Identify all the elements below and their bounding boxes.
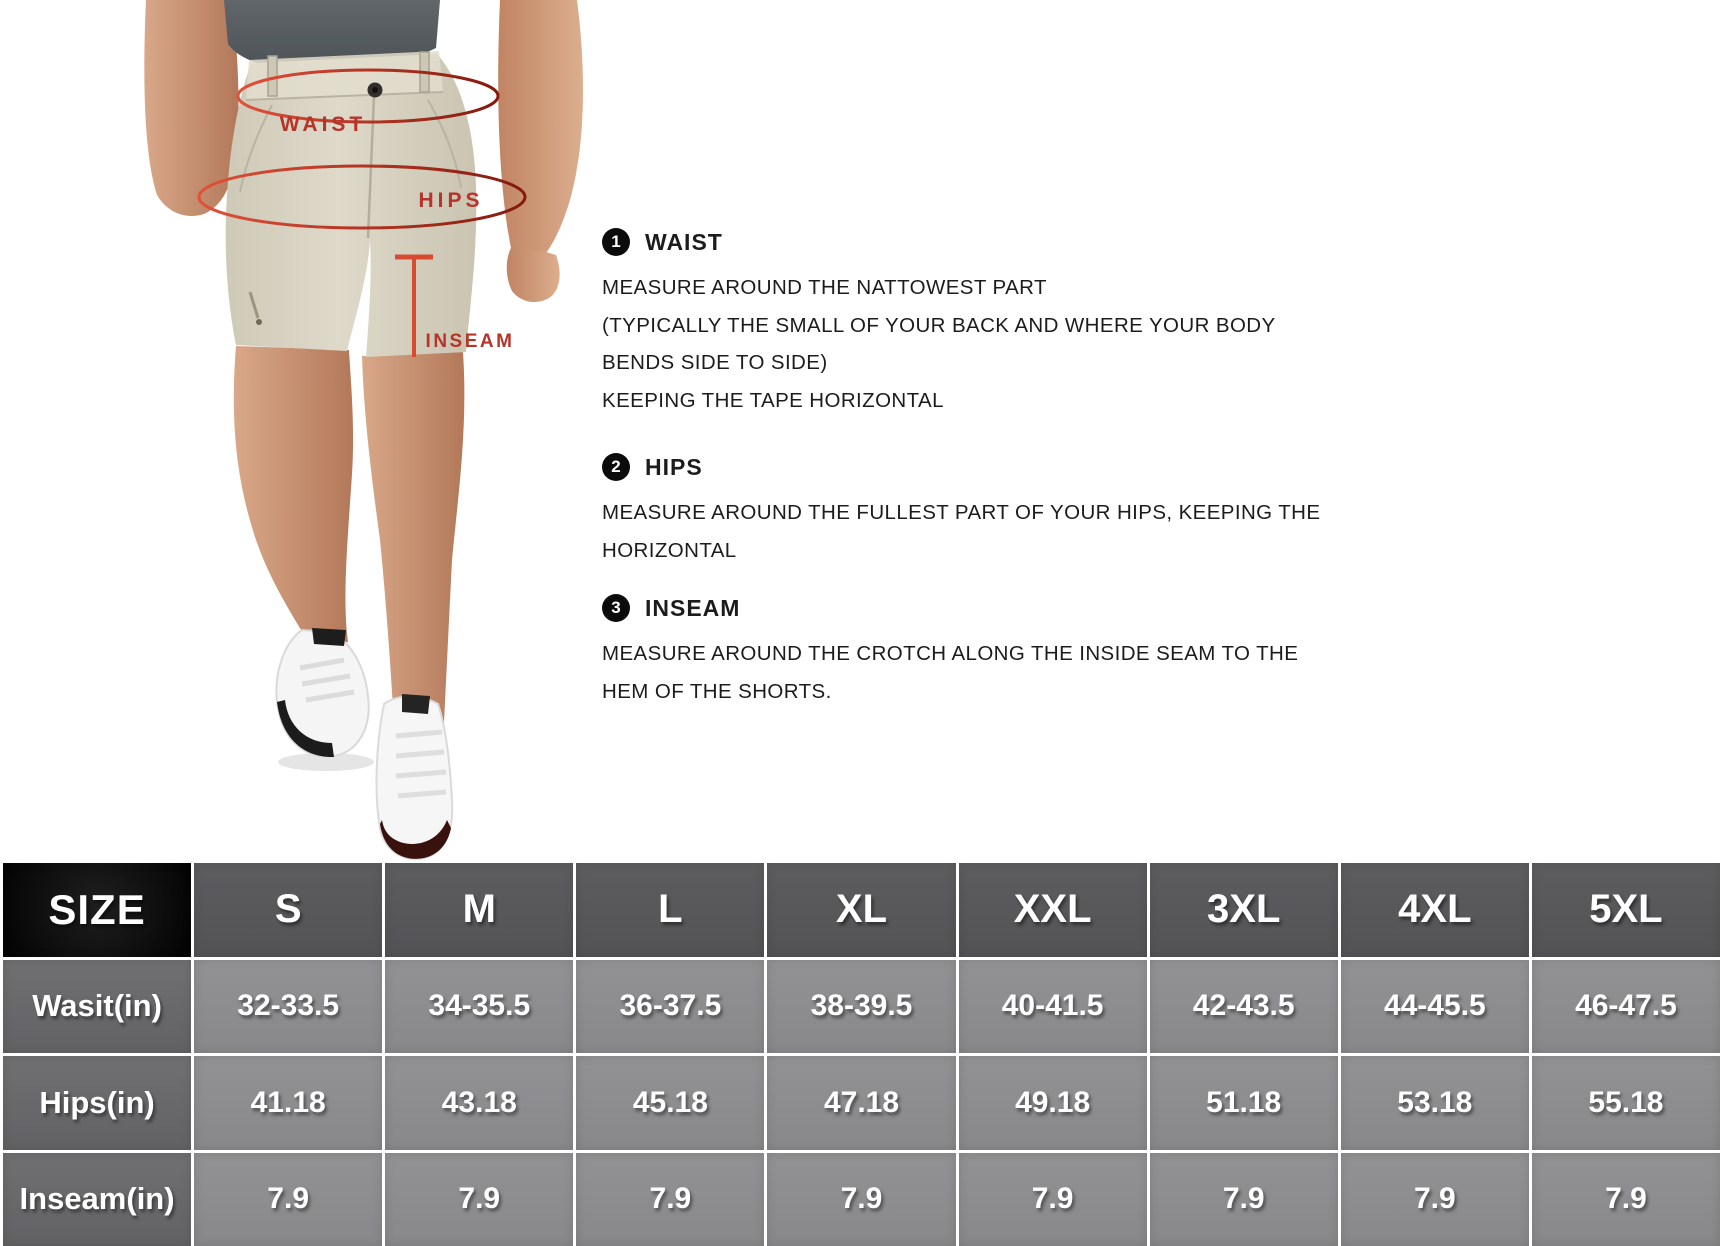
left-leg xyxy=(234,346,353,642)
step-1-badge: 1 xyxy=(602,228,630,256)
table-cell: 7.9 xyxy=(194,1153,382,1246)
waist-button-center xyxy=(372,87,378,93)
instruction-line: HORIZONTAL xyxy=(602,538,737,562)
instruction-line: (TYPICALLY THE SMALL OF YOUR BACK AND WHERE YOUR BODY xyxy=(602,313,1276,337)
table-cell: 7.9 xyxy=(576,1153,764,1246)
waist-instructions xyxy=(602,228,1392,419)
table-cell: 46-47.5 xyxy=(1532,960,1720,1054)
table-header-xl: XL xyxy=(767,863,955,957)
table-cell: 45.18 xyxy=(576,1056,764,1150)
hips-instructions xyxy=(602,453,1392,569)
row-label-hips: Hips(in) xyxy=(3,1056,191,1150)
table-cell: 42-43.5 xyxy=(1150,960,1338,1054)
table-cell: 43.18 xyxy=(385,1056,573,1150)
step-2-badge: 2 xyxy=(602,453,630,481)
table-cell: 49.18 xyxy=(959,1056,1147,1150)
table-cell: 7.9 xyxy=(1532,1153,1720,1246)
inseam-instructions-heading xyxy=(602,594,1392,622)
belt-loop xyxy=(268,56,277,96)
waist-instructions-heading xyxy=(602,228,1392,256)
table-header-size: SIZE xyxy=(3,863,191,957)
inseam-instructions xyxy=(602,594,1392,710)
row-label-waist: Wasit(in) xyxy=(3,960,191,1054)
left-shoe-heel-tab xyxy=(312,628,346,646)
waist-annotation-label: WAIST xyxy=(279,113,367,136)
left-shoe xyxy=(276,630,368,757)
table-cell: 7.9 xyxy=(1150,1153,1338,1246)
hips-instructions-title: HIPS xyxy=(645,453,703,480)
instruction-line: MEASURE AROUND THE CROTCH ALONG THE INSIDE SEAM TO THE xyxy=(602,642,1299,665)
table-cell: 32-33.5 xyxy=(194,960,382,1054)
right-arm xyxy=(498,0,583,253)
instruction-line: KEEPING THE TAPE HORIZONTAL xyxy=(602,388,944,412)
right-shoe-tongue xyxy=(402,694,430,714)
zip-pull xyxy=(256,319,262,325)
inseam-instructions-title: INSEAM xyxy=(645,594,741,621)
hips-instructions-heading xyxy=(602,453,1392,481)
table-header-s: S xyxy=(194,863,382,957)
step-3-badge: 3 xyxy=(602,594,630,622)
table-header-5xl: 5XL xyxy=(1532,863,1720,957)
inseam-annotation-label: INSEAM xyxy=(425,331,515,352)
table-cell: 44-45.5 xyxy=(1341,960,1529,1054)
table-header-l: L xyxy=(576,863,764,957)
table-header-xxl: XXL xyxy=(959,863,1147,957)
table-cell: 7.9 xyxy=(959,1153,1147,1246)
table-cell: 53.18 xyxy=(1341,1056,1529,1150)
instruction-line: MEASURE AROUND THE FULLEST PART OF YOUR HIPS, KEEPING THE xyxy=(602,501,1321,524)
table-cell: 55.18 xyxy=(1532,1056,1720,1150)
table-cell: 38-39.5 xyxy=(767,960,955,1054)
row-label-inseam: Inseam(in) xyxy=(3,1153,191,1246)
table-header-3xl: 3XL xyxy=(1150,863,1338,957)
hips-annotation-label: HIPS xyxy=(418,189,484,212)
table-cell: 40-41.5 xyxy=(959,960,1147,1054)
table-header-m: M xyxy=(385,863,573,957)
left-arm xyxy=(144,0,238,216)
size-chart-table xyxy=(0,860,1723,1246)
instruction-line: BENDS SIDE TO SIDE) xyxy=(602,351,828,374)
waist-instructions-title: WAIST xyxy=(645,228,723,255)
model-photo xyxy=(0,0,620,860)
table-cell: 51.18 xyxy=(1150,1056,1338,1150)
instruction-line: HEM OF THE SHORTS. xyxy=(602,679,832,703)
right-hand xyxy=(507,246,560,302)
table-cell: 7.9 xyxy=(767,1153,955,1246)
table-cell: 7.9 xyxy=(1341,1153,1529,1246)
table-cell: 36-37.5 xyxy=(576,960,764,1054)
table-header-4xl: 4XL xyxy=(1341,863,1529,957)
table-cell: 47.18 xyxy=(767,1056,955,1150)
table-cell: 34-35.5 xyxy=(385,960,573,1054)
table-cell: 41.18 xyxy=(194,1056,382,1150)
table-cell: 7.9 xyxy=(385,1153,573,1246)
instruction-line: MEASURE AROUND THE NATTOWEST PART xyxy=(602,276,1047,299)
